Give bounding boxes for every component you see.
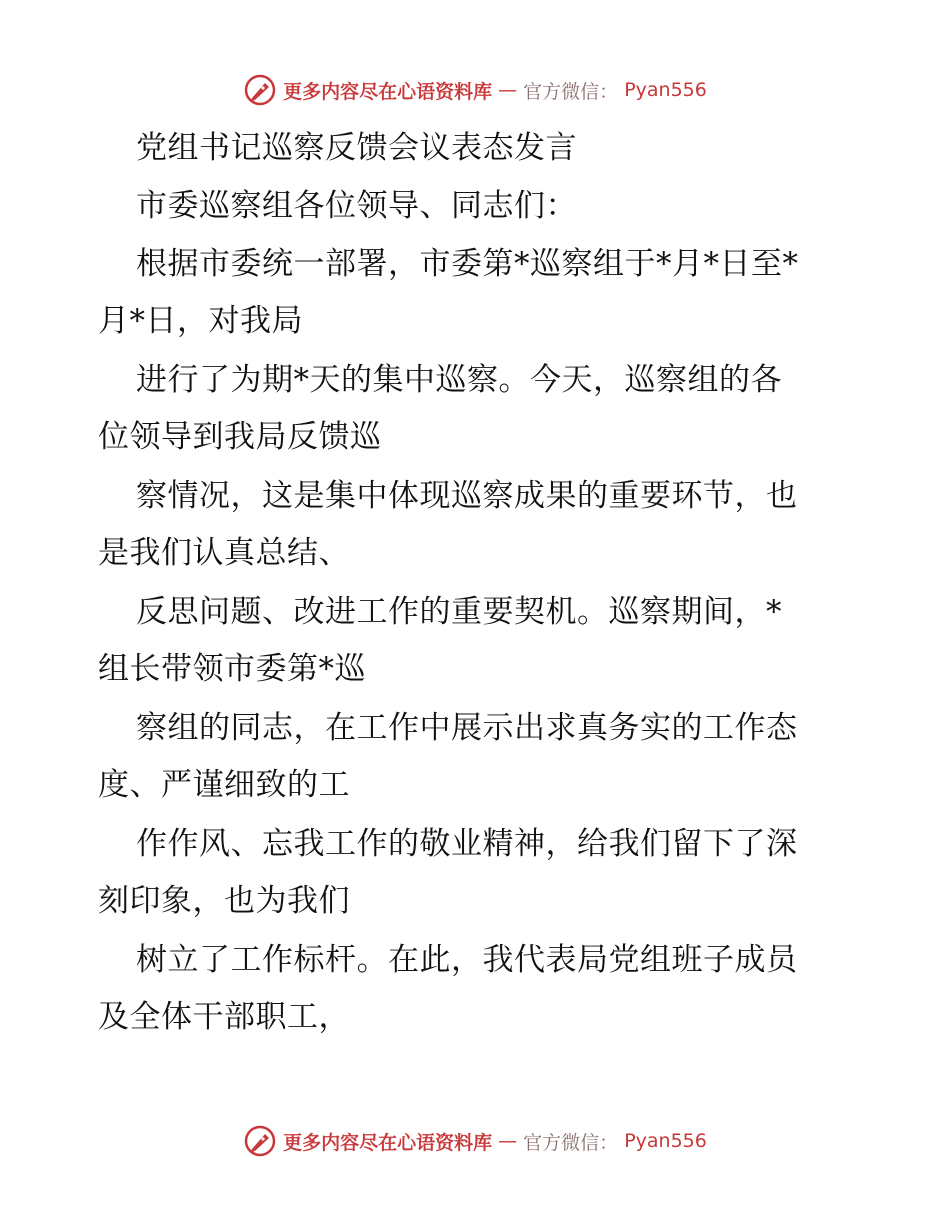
body-line: 及全体干部职工， [98, 999, 350, 1035]
body-line: 作作风、忘我工作的敬业精神，给我们留下了深 [136, 826, 798, 862]
body-line: 是我们认真总结、 [98, 535, 350, 571]
body-line: 进行了为期*天的集中巡察。今天，巡察组的各 [136, 362, 782, 398]
body-line: 根据市委统一部署，市委第*巡察组于*月*日至* [136, 246, 799, 282]
watermark-wechat-id: Pyan556 [624, 79, 707, 101]
body-line: 树立了工作标杆。在此，我代表局党组班子成员 [136, 942, 798, 978]
body-line: 度、严谨细致的工 [98, 767, 350, 803]
watermark-wechat-id: Pyan556 [624, 1130, 707, 1152]
body-line: 组长带领市委第*巡 [98, 651, 366, 687]
watermark-label: 官方微信： [523, 1131, 619, 1154]
document-title: 党组书记巡察反馈会议表态发言 [136, 130, 577, 166]
watermark-label: 官方微信： [523, 80, 619, 103]
watermark-dash: — [498, 1130, 518, 1152]
body-line: 位领导到我局反馈巡 [98, 419, 382, 455]
watermark-brand-text: 更多内容尽在心语资料库 [283, 80, 493, 103]
body-line: 察情况，这是集中体现巡察成果的重要环节，也 [136, 478, 798, 514]
footer-watermark [0, 1121, 950, 1161]
watermark-brand-text: 更多内容尽在心语资料库 [283, 1131, 493, 1154]
body-line: 察组的同志，在工作中展示出求真务实的工作态 [136, 710, 798, 746]
salutation-line: 市委巡察组各位领导、同志们： [136, 188, 577, 224]
body-line: 反思问题、改进工作的重要契机。巡察期间，* [136, 594, 782, 630]
pen-nib-logo-icon [243, 1124, 277, 1158]
body-line: 刻印象，也为我们 [98, 883, 350, 919]
watermark-dash: — [498, 79, 518, 101]
body-line: 月*日，对我局 [98, 303, 303, 339]
